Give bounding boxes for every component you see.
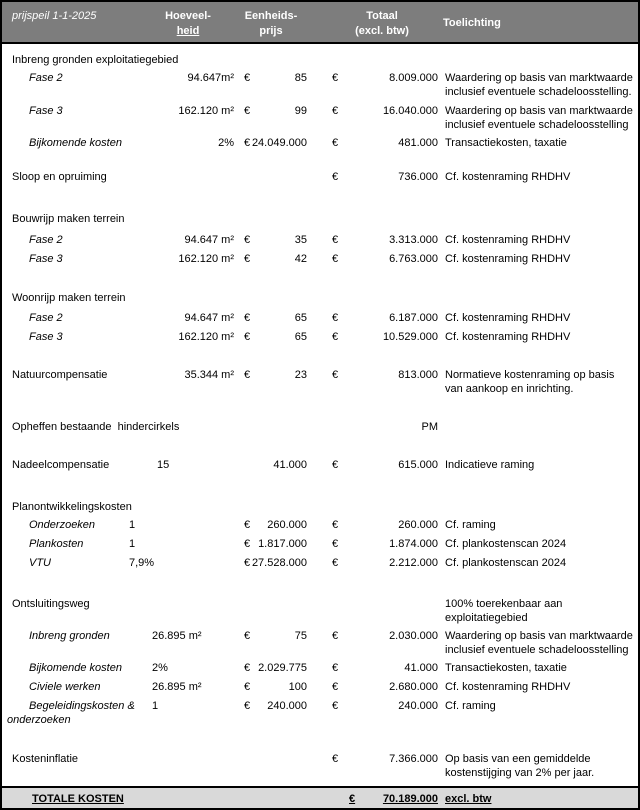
unit-currency-sign: € [244,681,251,693]
note-line: Cf. plankostenscan 2024 [445,557,567,569]
row-label: Civiele werken [29,681,101,693]
note-line: Op basis van een gemiddelde [445,753,591,765]
unit-currency-sign: € [244,630,251,642]
note-cell [445,330,637,344]
total-cell: 813.000 [398,369,438,381]
note-line: Transactiekosten, taxatie [445,137,567,149]
total-currency-sign: € [332,557,339,569]
note-line: Indicatieve raming [445,459,535,471]
total-cell: 8.009.000 [389,72,438,84]
total-currency-sign: € [332,331,339,343]
quantity-cell: 15 [157,459,170,471]
total-cell: 41.000 [404,662,438,674]
quantity-cell: 35.344 m² [184,369,234,381]
price-level-label: prijspeil 1-1-2025 [12,10,97,22]
unit-currency-sign: € [244,519,251,531]
note-line: Cf. kostenraming RHDHV [445,681,571,693]
unit-currency-sign: € [244,700,251,712]
quantity-cell: 1 [129,519,136,531]
total-cell: 240.000 [398,700,438,712]
unit-currency-sign: € [244,312,251,324]
col-header-hoeveelheid-line1: Hoeveel- [165,10,211,22]
total-suffix: excl. btw [445,793,492,805]
note-cell [445,537,637,551]
total-currency-sign: € [332,459,339,471]
total-cell: 2.030.000 [389,630,438,642]
total-currency-sign: € [332,72,339,84]
total-cell: 615.000 [398,459,438,471]
total-cell: 10.529.000 [382,331,438,343]
total-currency-sign: € [332,662,339,674]
total-label: TOTALE KOSTEN [32,793,124,805]
quantity-cell: 26.895 m² [152,681,202,693]
total-cell: PM [421,421,438,433]
row-label: Nadeelcompensatie [12,459,110,471]
note-line: 100% toerekenbaar aan [445,598,563,610]
row-label: Opheffen bestaande hindercirkels [12,421,180,433]
row-label: Fase 2 [29,72,63,84]
row-label: VTU [29,557,51,569]
unit-price-cell: 99 [294,105,307,117]
total-currency-sign: € [332,681,339,693]
total-currency-sign: € [332,234,339,246]
row-label: Plankosten [29,538,84,550]
total-currency-sign: € [332,105,339,117]
note-line: Waardering op basis van marktwaarde [445,72,633,84]
total-currency-sign: € [332,312,339,324]
total-currency-sign: € [332,137,339,149]
total-currency-sign: € [332,538,339,550]
unit-price-cell: 35 [294,234,307,246]
total-currency-sign: € [349,793,356,805]
quantity-cell: 1 [152,700,159,712]
total-cell: 2.680.000 [389,681,438,693]
note-line: Cf. kostenraming RHDHV [445,331,571,343]
note-cell [445,252,637,266]
unit-currency-sign: € [244,137,251,149]
total-currency-sign: € [332,369,339,381]
unit-price-cell: 42 [294,253,307,265]
unit-currency-sign: € [244,253,251,265]
unit-price-cell: 240.000 [267,700,307,712]
total-currency-sign: € [332,630,339,642]
quantity-cell: 162.120 m² [178,105,234,117]
quantity-cell: 1 [129,538,136,550]
unit-price-cell: 75 [294,630,307,642]
total-currency-sign: € [332,519,339,531]
total-amount: 70.189.000 [382,793,438,805]
unit-price-cell: 1.817.000 [258,538,307,550]
row-label: Inbreng gronden [29,630,110,642]
col-header-hoeveelheid-line2: heid [176,25,200,37]
total-cell: 16.040.000 [382,105,438,117]
note-line: Cf. kostenraming RHDHV [445,234,571,246]
unit-currency-sign: € [244,538,251,550]
note-line: Cf. kostenraming RHDHV [445,171,571,183]
note-line: Transactiekosten, taxatie [445,662,567,674]
unit-price-cell: 41.000 [273,459,307,471]
note-cell [445,629,637,657]
col-header-totaal-line2: (excl. btw) [355,25,409,37]
quantity-cell: 162.120 m² [178,331,234,343]
row-label: Natuurcompensatie [12,369,108,381]
total-cell: 3.313.000 [389,234,438,246]
row-label: Bijkomende kosten [29,662,122,674]
note-line: Waardering op basis van marktwaarde [445,105,633,117]
note-cell [445,170,637,184]
row-label: Fase 2 [29,234,63,246]
note-cell [445,458,637,472]
note-cell [445,311,637,325]
unit-currency-sign: € [244,557,251,569]
note-cell [445,233,637,247]
note-cell [445,597,637,625]
row-label-wrap: onderzoeken [7,714,71,726]
quantity-cell: 26.895 m² [152,630,202,642]
row-label: Fase 2 [29,312,63,324]
total-currency-sign: € [332,253,339,265]
quantity-cell: 2% [152,662,168,674]
note-cell [445,518,637,532]
quantity-cell: 94.647m² [187,72,234,84]
total-currency-sign: € [332,753,339,765]
unit-currency-sign: € [244,105,251,117]
row-label: Fase 3 [29,331,63,343]
quantity-cell: 2% [218,137,234,149]
total-row [2,786,638,808]
unit-price-cell: 85 [294,72,307,84]
note-line: Cf. raming [445,700,496,712]
quantity-cell: 94.647 m² [184,234,234,246]
total-cell: 6.187.000 [389,312,438,324]
col-header-eenheidsprijs-line2: prijs [259,25,283,37]
note-line: Cf. kostenraming RHDHV [445,312,571,324]
note-line: Cf. plankostenscan 2024 [445,538,567,550]
row-label: Inbreng gronden exploitatiegebied [12,54,179,66]
note-cell [445,556,637,570]
note-line: Waardering op basis van marktwaarde [445,630,633,642]
note-line: inclusief eventuele schadeloosstelling. [445,86,632,98]
row-label: Begeleidingskosten & [29,700,135,712]
unit-price-cell: 23 [294,369,307,381]
quantity-cell: 7,9% [129,557,155,569]
unit-price-cell: 65 [294,312,307,324]
total-cell: 736.000 [398,171,438,183]
row-label: Fase 3 [29,105,63,117]
note-line: Cf. raming [445,519,496,531]
note-cell [445,699,637,713]
total-currency-sign: € [332,171,339,183]
note-line: van aankoop en inrichting. [445,383,574,395]
row-label: Kosteninflatie [12,753,79,765]
total-cell: 260.000 [398,519,438,531]
unit-currency-sign: € [244,331,251,343]
note-cell [445,104,637,132]
total-cell: 7.366.000 [389,753,438,765]
col-header-toelichting: Toelichting [443,17,501,29]
row-label: Onderzoeken [29,519,96,531]
row-label: Bouwrijp maken terrein [12,213,125,225]
unit-currency-sign: € [244,369,251,381]
unit-price-cell: 100 [288,681,307,693]
row-label: Planontwikkelingskosten [12,501,132,513]
note-line: exploitatiegebied [445,612,528,624]
note-line: inclusief eventuele schadeloosstelling [445,644,629,656]
row-label: Ontsluitingsweg [12,598,90,610]
row-label: Sloop en opruiming [12,171,107,183]
row-label: Woonrijp maken terrein [12,292,126,304]
col-header-eenheidsprijs-line1: Eenheids- [244,10,298,22]
unit-currency-sign: € [244,72,251,84]
row-label: Bijkomende kosten [29,137,122,149]
unit-price-cell: 24.049.000 [251,137,307,149]
note-cell [445,680,637,694]
total-currency-sign: € [332,700,339,712]
total-cell: 6.763.000 [389,253,438,265]
note-cell [445,752,637,780]
total-cell: 2.212.000 [389,557,438,569]
note-cell [445,661,637,675]
quantity-cell: 162.120 m² [178,253,234,265]
note-cell [445,136,637,150]
col-header-totaal-line1: Totaal [366,10,398,22]
row-label: Fase 3 [29,253,63,265]
unit-price-cell: 65 [294,331,307,343]
table-body [2,2,638,808]
unit-price-cell: 2.029.775 [258,662,307,674]
note-cell [445,71,637,99]
total-cell: 1.874.000 [389,538,438,550]
unit-currency-sign: € [244,662,251,674]
note-line: kostenstijging van 2% per jaar. [445,767,595,779]
quantity-cell: 94.647 m² [184,312,234,324]
total-cell: 481.000 [398,137,438,149]
unit-price-cell: 27.528.000 [251,557,307,569]
note-line: Normatieve kostenraming op basis [445,369,615,381]
note-line: Cf. kostenraming RHDHV [445,253,571,265]
unit-price-cell: 260.000 [267,519,307,531]
note-cell [445,368,637,396]
note-line: inclusief eventuele schadeloosstelling [445,119,629,131]
unit-currency-sign: € [244,234,251,246]
